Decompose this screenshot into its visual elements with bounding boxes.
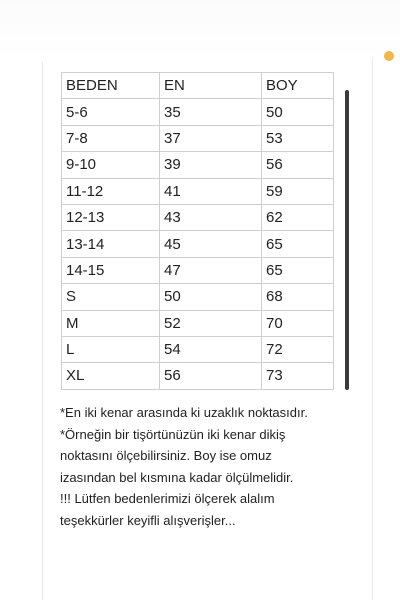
length-cell: 65 (262, 231, 334, 257)
note-line: noktasını ölçebilirsiniz. Boy ise omuz (60, 448, 272, 464)
table-row (62, 204, 334, 230)
width-cell: 39 (160, 152, 262, 178)
width-cell: 47 (160, 257, 262, 283)
note-line: *Örneğin bir tişörtünüzün iki kenar dikiş (60, 426, 286, 442)
scrollbar-thumb[interactable] (345, 90, 349, 390)
table-row (62, 257, 334, 283)
table-row (62, 231, 334, 257)
size-cell: 11-12 (62, 178, 160, 204)
header-beden: BEDEN (62, 73, 160, 99)
length-cell: 53 (262, 125, 334, 151)
length-cell: 62 (262, 204, 334, 230)
width-cell: 54 (160, 336, 262, 362)
width-cell: 35 (160, 99, 262, 125)
length-cell: 70 (262, 310, 334, 336)
size-cell: XL (62, 363, 160, 389)
note-line: !!! Lütfen bedenlerimizi ölçerek alalım (60, 491, 275, 507)
table-header-row (62, 73, 334, 99)
width-cell: 56 (160, 363, 262, 389)
width-cell: 43 (160, 204, 262, 230)
table-row (62, 152, 334, 178)
table-row (62, 363, 334, 389)
size-notes (60, 402, 360, 532)
length-cell: 65 (262, 257, 334, 283)
length-cell: 56 (262, 152, 334, 178)
header-en: EN (160, 73, 262, 99)
width-cell: 41 (160, 178, 262, 204)
table-row (62, 125, 334, 151)
size-cell: 14-15 (62, 257, 160, 283)
length-cell: 59 (262, 178, 334, 204)
table-row (62, 99, 334, 125)
size-cell: L (62, 336, 160, 362)
length-cell: 68 (262, 284, 334, 310)
table-row (62, 336, 334, 362)
note-line: teşekkürler keyifli alışverişler... (60, 512, 236, 528)
size-cell: 12-13 (62, 204, 160, 230)
content-right-edge (372, 58, 373, 600)
table-row (62, 178, 334, 204)
note-line: izasından bel kısmına kadar ölçülmelidir. (60, 469, 294, 485)
size-cell: 9-10 (62, 152, 160, 178)
size-cell: S (62, 284, 160, 310)
top-status-area (0, 0, 400, 58)
size-cell: M (62, 310, 160, 336)
header-boy: BOY (262, 73, 334, 99)
width-cell: 37 (160, 125, 262, 151)
width-cell: 52 (160, 310, 262, 336)
status-dot-icon (384, 51, 394, 61)
size-cell: 13-14 (62, 231, 160, 257)
note-line: *En iki kenar arasında ki uzaklık noktasıdır. (60, 405, 308, 420)
size-chart-table (61, 72, 334, 390)
content-left-edge (42, 62, 43, 600)
table-row (62, 284, 334, 310)
length-cell: 50 (262, 99, 334, 125)
width-cell: 45 (160, 231, 262, 257)
size-cell: 7-8 (62, 125, 160, 151)
size-cell: 5-6 (62, 99, 160, 125)
table-row (62, 310, 334, 336)
length-cell: 72 (262, 336, 334, 362)
width-cell: 50 (160, 284, 262, 310)
length-cell: 73 (262, 363, 334, 389)
